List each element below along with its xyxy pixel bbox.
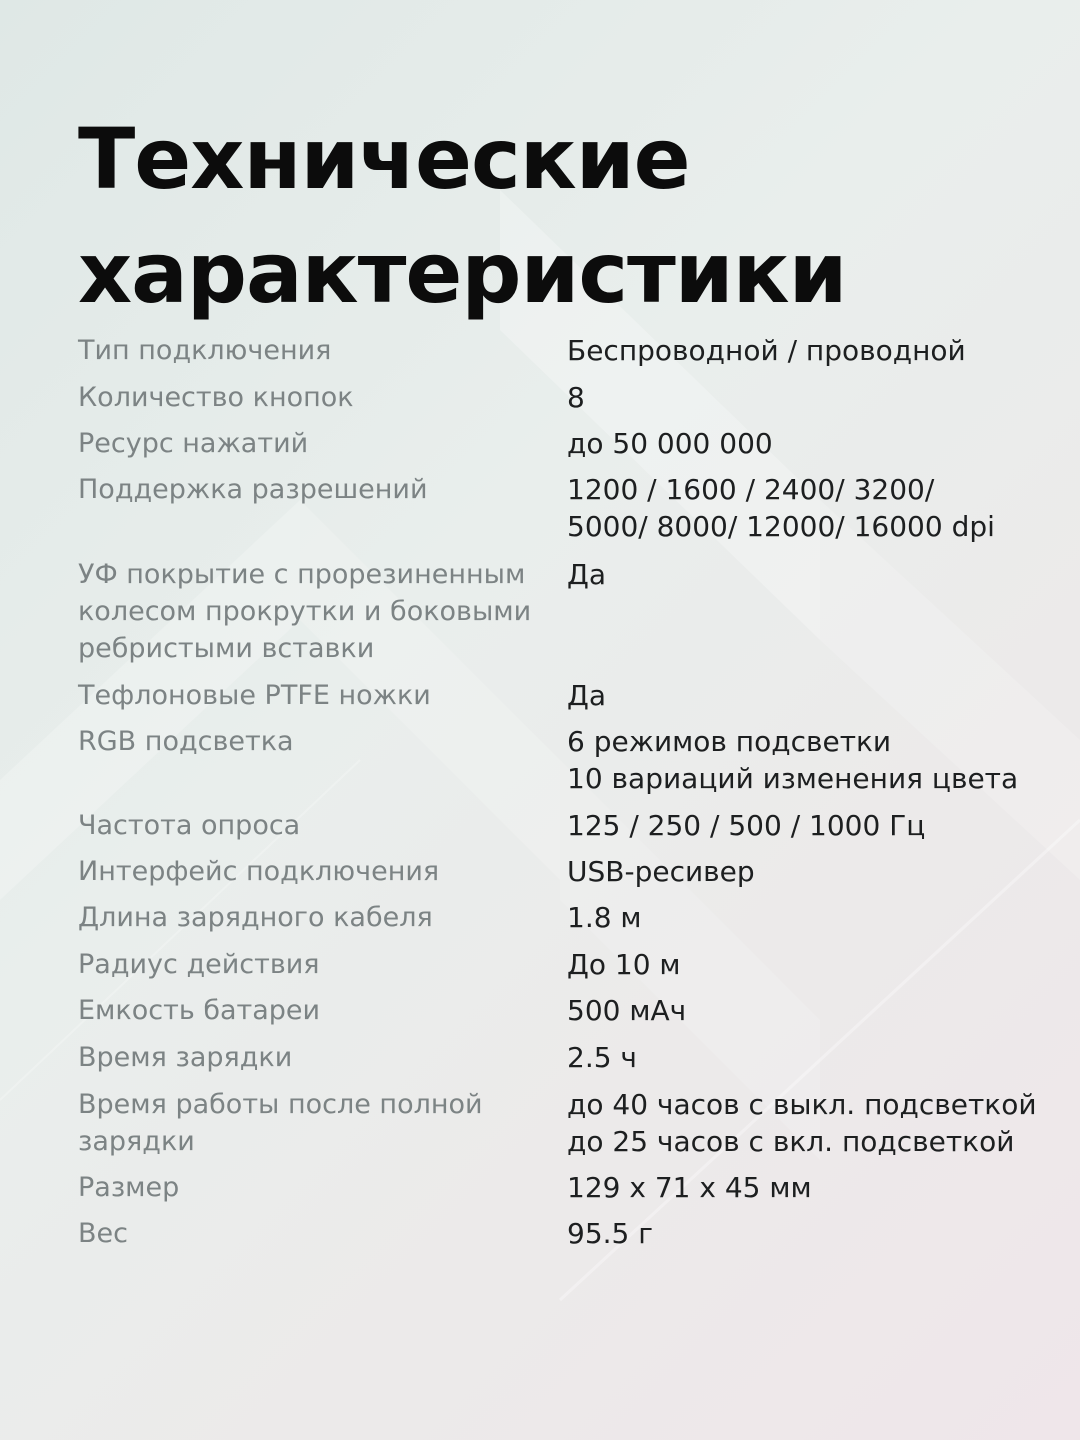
spec-value: Да bbox=[567, 558, 607, 591]
spec-label: Ресурс нажатий bbox=[78, 428, 309, 459]
spec-label: Время зарядки bbox=[78, 1042, 293, 1073]
spec-label: Емкость батареи bbox=[78, 995, 321, 1026]
spec-label: Длина зарядного кабеля bbox=[78, 902, 433, 933]
spec-value: до 40 часов с выкл. подсветкой до 25 часов с вкл. подсветкой bbox=[567, 1088, 1037, 1158]
page-title bbox=[78, 102, 998, 330]
spec-value: USB-ресивер bbox=[567, 855, 755, 888]
spec-value: Беспроводной / проводной bbox=[567, 334, 966, 367]
title-line-2: характеристики bbox=[78, 224, 847, 322]
spec-label: Количество кнопок bbox=[78, 382, 354, 413]
spec-value: 1.8 м bbox=[567, 901, 642, 934]
spec-value: До 10 м bbox=[567, 948, 681, 981]
spec-label: УФ покрытие с прорезиненным колесом прокрутки и боковыми ребристыми вставки bbox=[78, 559, 532, 664]
spec-value: 125 / 250 / 500 / 1000 Гц bbox=[567, 809, 926, 842]
spec-value: до 50 000 000 bbox=[567, 427, 773, 460]
spec-label: Вес bbox=[78, 1218, 128, 1249]
spec-label: RGB подсветка bbox=[78, 726, 294, 757]
spec-value: 1200 / 1600 / 2400/ 3200/ 5000/ 8000/ 12000/ 16000 dpi bbox=[567, 473, 995, 543]
spec-value: 95.5 г bbox=[567, 1217, 653, 1250]
spec-label: Частота опроса bbox=[78, 810, 301, 841]
spec-label: Время работы после полной зарядки bbox=[78, 1089, 483, 1157]
spec-value: 6 режимов подсветки 10 вариаций изменения цвета bbox=[567, 725, 1019, 795]
spec-value: 129 x 71 x 45 мм bbox=[567, 1171, 812, 1204]
spec-label: Радиус действия bbox=[78, 949, 320, 980]
spec-label: Тип подключения bbox=[78, 335, 332, 366]
spec-value: Да bbox=[567, 679, 607, 712]
spec-value: 2.5 ч bbox=[567, 1041, 637, 1074]
spec-value: 500 мАч bbox=[567, 994, 687, 1027]
spec-value: 8 bbox=[567, 381, 585, 414]
spec-label: Тефлоновые PTFE ножки bbox=[78, 680, 431, 711]
spec-label: Поддержка разрешений bbox=[78, 474, 428, 505]
spec-label: Интерфейс подключения bbox=[78, 856, 440, 887]
title-line-1: Технические bbox=[78, 110, 690, 208]
spec-label: Размер bbox=[78, 1172, 180, 1203]
